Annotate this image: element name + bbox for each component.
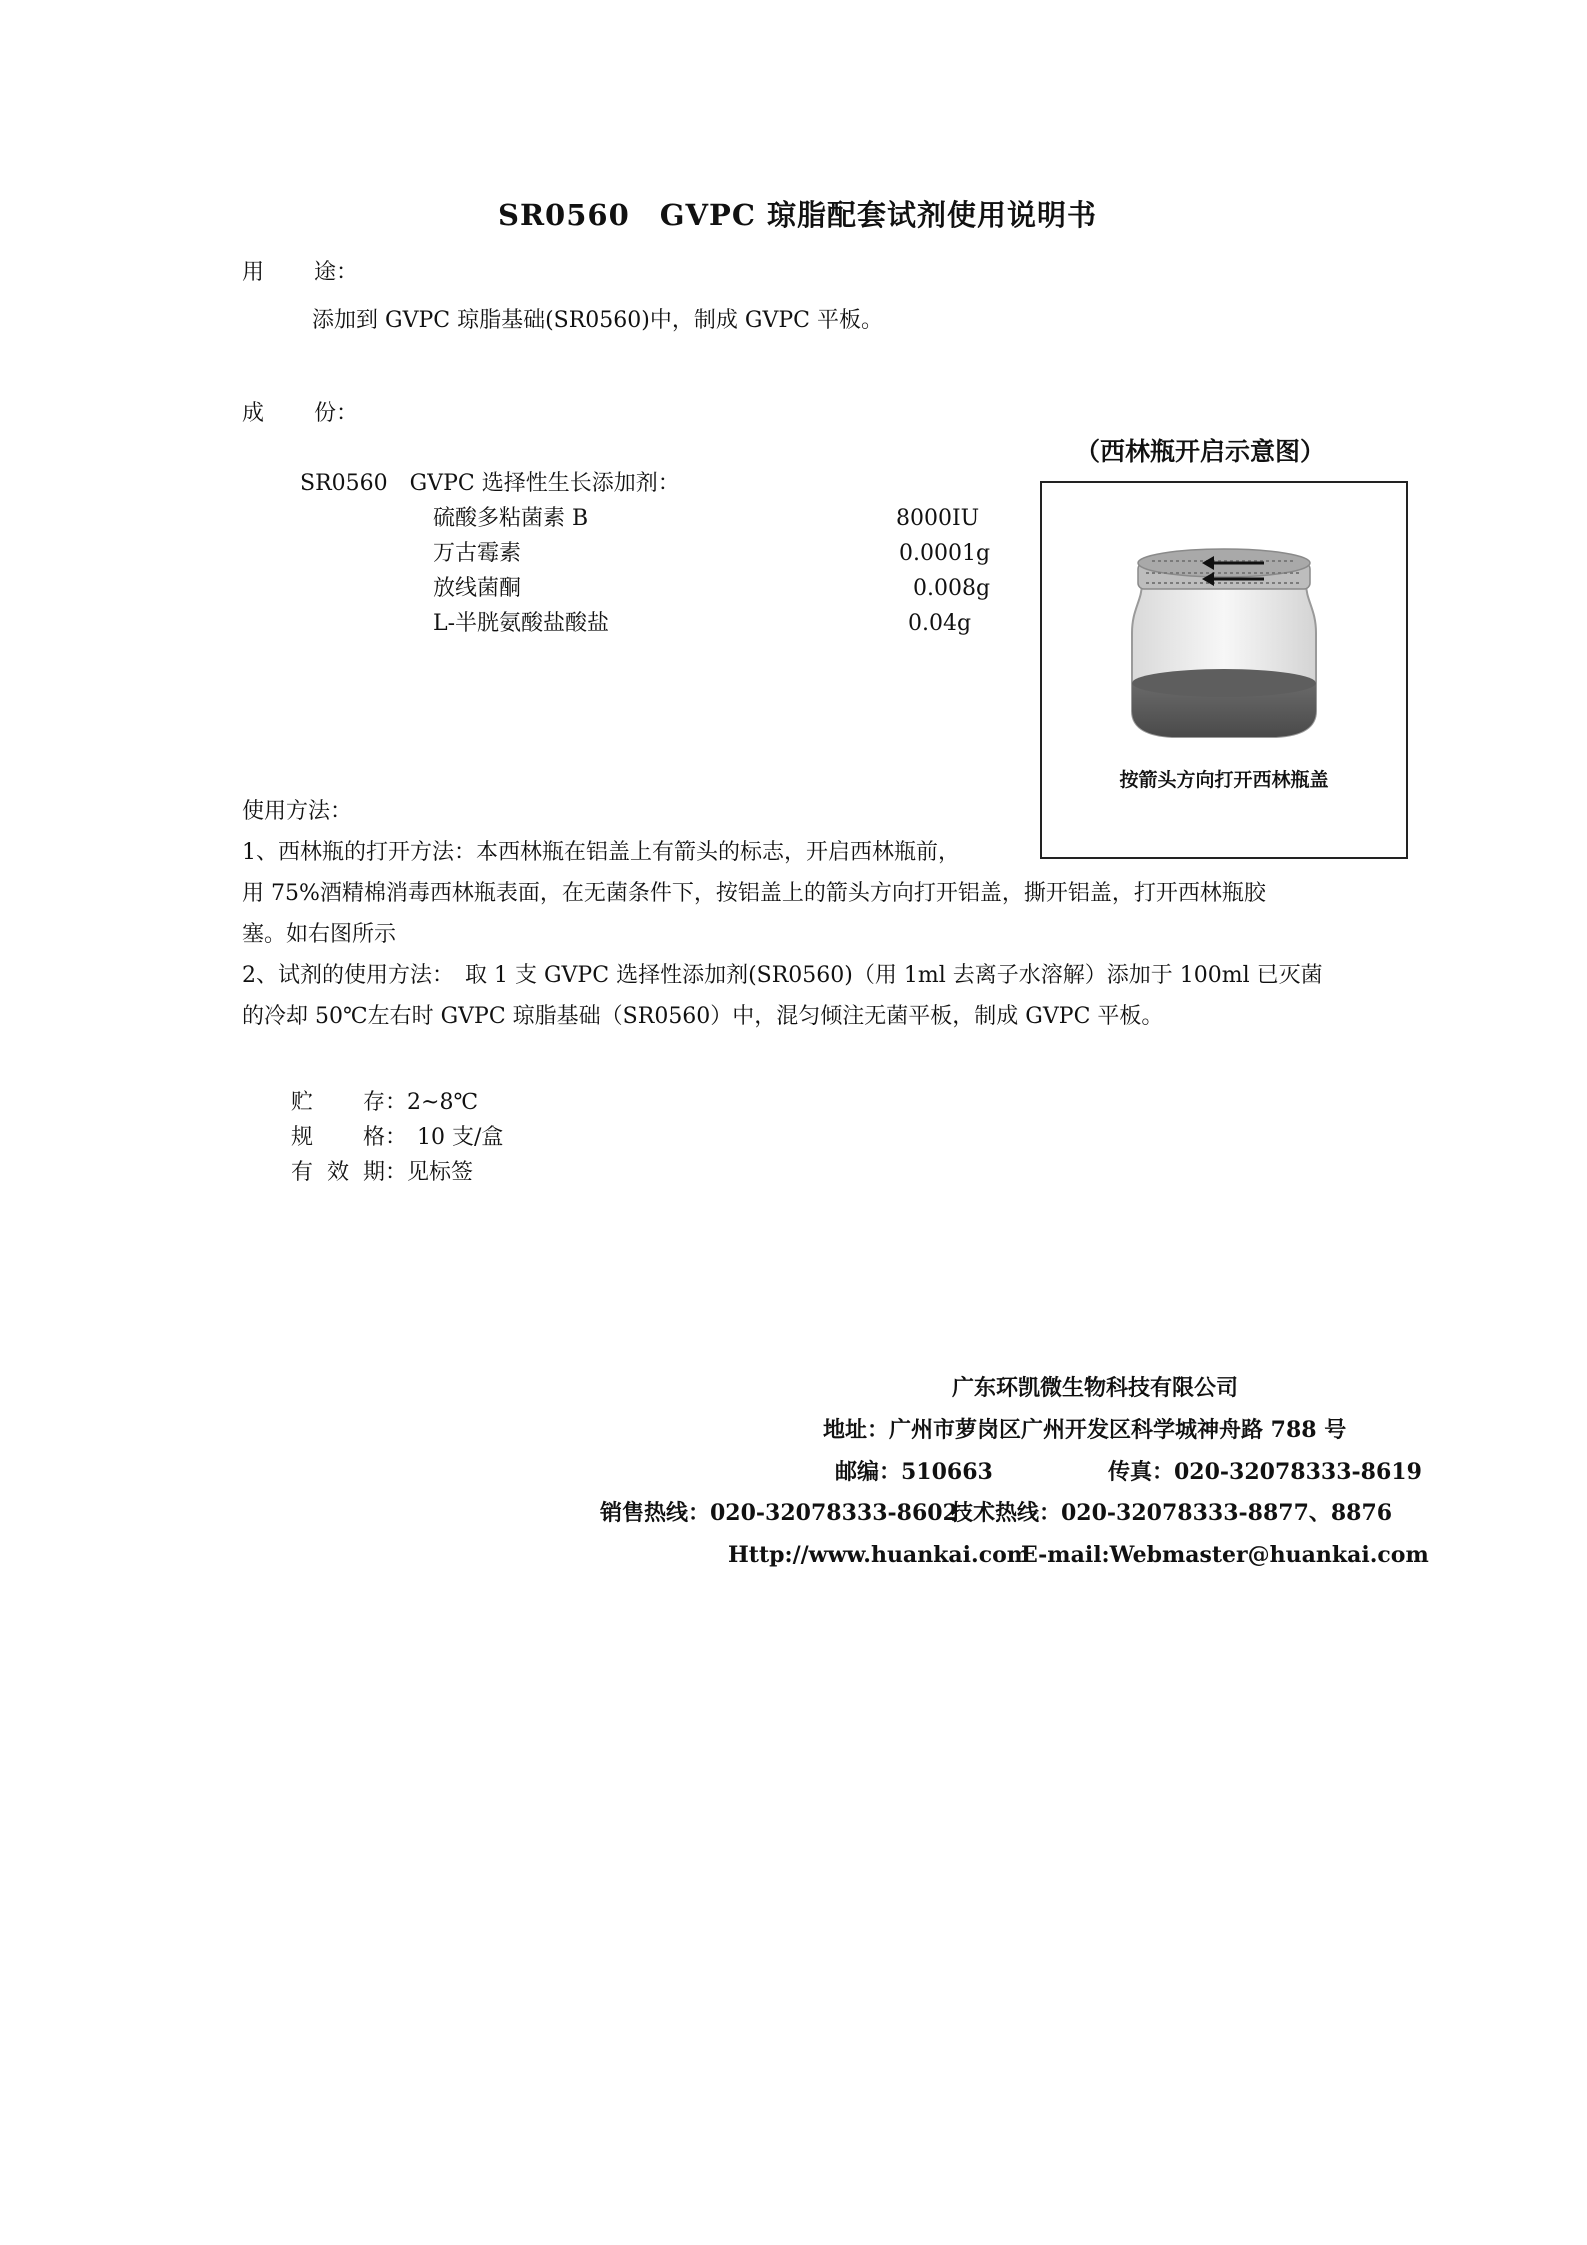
company-tech-hotline: 技术热线：020-32078333-8877、8876 bbox=[951, 1500, 1393, 1526]
vial-figure bbox=[1040, 481, 1408, 859]
liquid-surface bbox=[1132, 669, 1316, 697]
company-website-link[interactable]: Http://www.huankai.com bbox=[728, 1542, 1031, 1568]
company-address: 地址：广州市萝岗区广州开发区科学城神舟路 788 号 bbox=[823, 1417, 1347, 1443]
vial-illustration bbox=[1042, 483, 1406, 763]
usage-label-char-1: 用 bbox=[242, 260, 265, 285]
spec-value: 2~8℃ bbox=[407, 1090, 479, 1115]
spec-expiry bbox=[291, 1158, 473, 1188]
usage-label bbox=[242, 258, 358, 288]
company-name: 广东环凯微生物科技有限公司 bbox=[952, 1375, 1239, 1401]
ingredient-name: L-半胱氨酸盐酸盐 bbox=[433, 611, 610, 636]
company-fax: 传真：020-32078333-8619 bbox=[1108, 1459, 1422, 1485]
composition-product-line: SR0560 GVPC 选择性生长添加剂： bbox=[300, 471, 680, 496]
spec-label-char: 格： bbox=[363, 1125, 408, 1150]
method-line: 1、西林瓶的打开方法：本西林瓶在铝盖上有箭头的标志，开启西林瓶前， bbox=[242, 840, 960, 865]
method-heading: 使用方法： bbox=[242, 799, 353, 824]
spec-storage bbox=[291, 1088, 478, 1118]
spec-label-char: 效 bbox=[327, 1160, 350, 1185]
ingredient-amount: 0.008g bbox=[913, 576, 991, 601]
spec-package bbox=[291, 1123, 503, 1153]
composition-label-char-2: 份： bbox=[314, 401, 359, 426]
composition-label bbox=[242, 399, 358, 429]
method-line: 用 75%酒精棉消毒西林瓶表面，在无菌条件下，按铝盖上的箭头方向打开铝盖，撕开铝盖，打开西林瓶胶 bbox=[242, 881, 1266, 906]
ingredient-name: 万古霉素 bbox=[433, 541, 522, 566]
figure-caption: 按箭头方向打开西林瓶盖 bbox=[1119, 769, 1329, 791]
spec-label-char: 贮 bbox=[291, 1090, 314, 1115]
document-title: SR0560 GVPC 琼脂配套试剂使用说明书 bbox=[498, 198, 1098, 232]
spec-label-char: 期： bbox=[363, 1160, 408, 1185]
spec-value: 10 支/盒 bbox=[417, 1125, 504, 1150]
composition-label-char-1: 成 bbox=[242, 401, 265, 426]
method-line: 2、试剂的使用方法： 取 1 支 GVPC 选择性添加剂(SR0560)（用 1ml 去离子水溶解）添加于 100ml 已灭菌 bbox=[242, 963, 1323, 988]
ingredient-name: 放线菌酮 bbox=[433, 576, 522, 601]
spec-label-char: 有 bbox=[291, 1160, 314, 1185]
ingredient-amount: 8000IU bbox=[896, 506, 980, 531]
company-postcode: 邮编：510663 bbox=[835, 1459, 993, 1485]
method-line: 的冷却 50℃左右时 GVPC 琼脂基础（SR0560）中，混匀倾注无菌平板，制成 GVPC 平板。 bbox=[242, 1004, 1164, 1029]
spec-value: 见标签 bbox=[407, 1160, 474, 1185]
ingredient-amount: 0.0001g bbox=[899, 541, 991, 566]
company-email-link[interactable]: E-mail:Webmaster@huankai.com bbox=[1021, 1542, 1429, 1568]
usage-text: 添加到 GVPC 琼脂基础(SR0560)中，制成 GVPC 平板。 bbox=[312, 308, 883, 333]
spec-label-char: 存： bbox=[363, 1090, 408, 1115]
company-sales-hotline: 销售热线：020-32078333-8602 bbox=[600, 1500, 958, 1526]
method-line: 塞。如右图所示 bbox=[242, 922, 397, 947]
spec-label-char: 规 bbox=[291, 1125, 314, 1150]
usage-label-char-2: 途： bbox=[314, 260, 359, 285]
ingredient-name: 硫酸多粘菌素 B bbox=[433, 506, 589, 531]
figure-title: （西林瓶开启示意图） bbox=[1075, 437, 1326, 466]
ingredient-amount: 0.04g bbox=[908, 611, 972, 636]
